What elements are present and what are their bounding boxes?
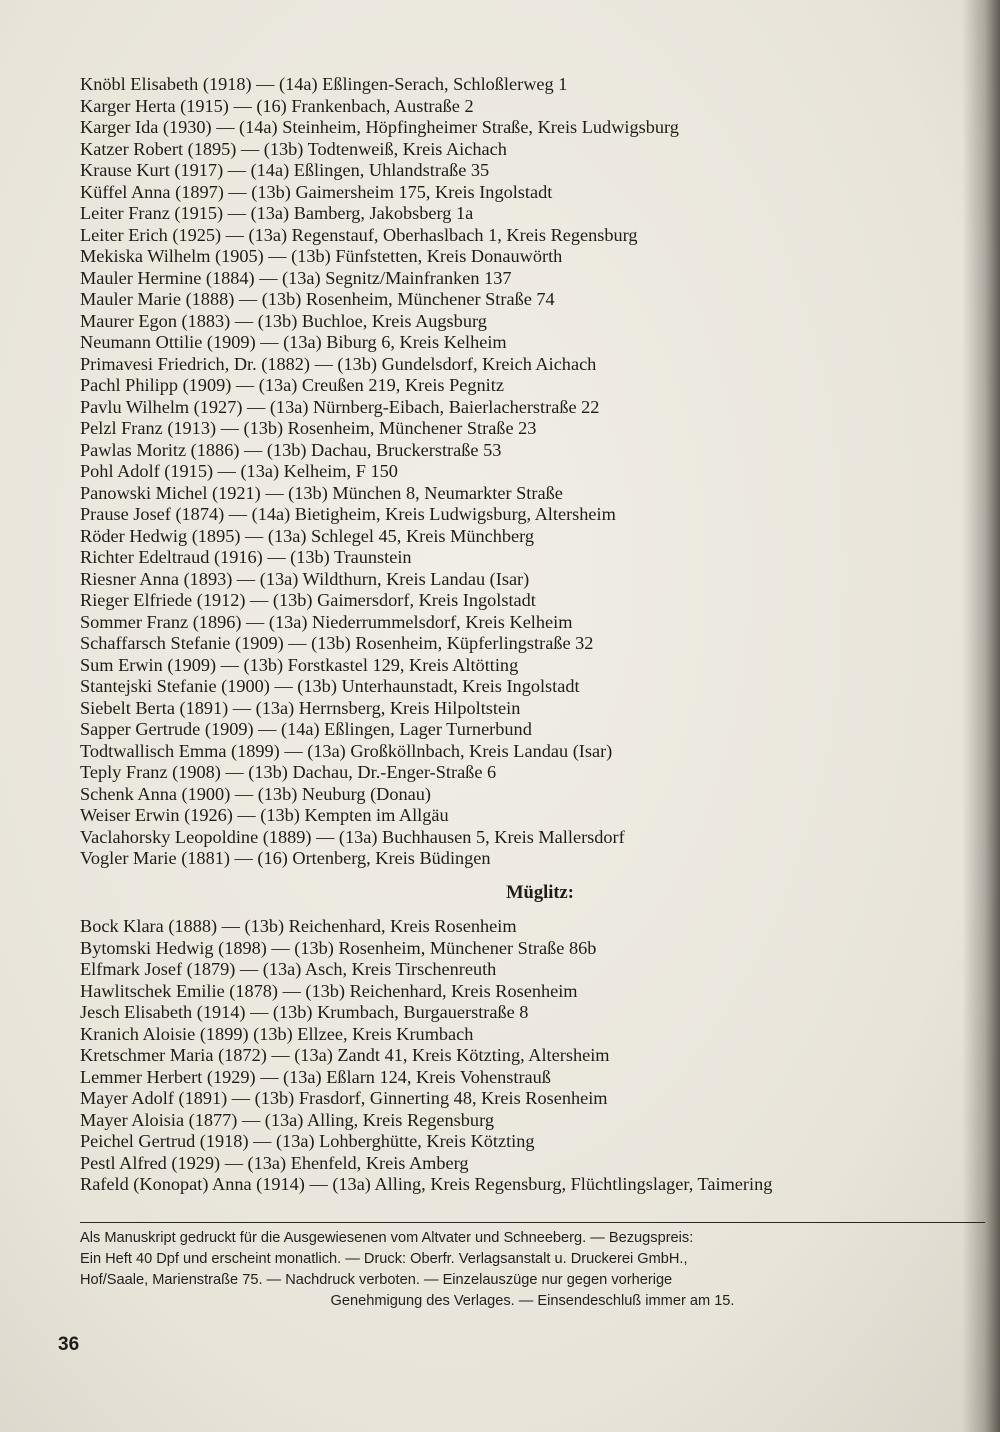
list-item: Pavlu Wilhelm (1927) — (13a) Nürnberg-Eibach, Baierlacherstraße 22 <box>80 396 600 417</box>
list-item: Katzer Robert (1895) — (13b) Todtenweiß, Kreis Aichach <box>80 138 507 159</box>
list-item: Schenk Anna (1900) — (13b) Neuburg (Donau) <box>80 783 431 804</box>
list-item: Knöbl Elisabeth (1918) — (14a) Eßlingen-Serach, Schloßlerweg 1 <box>80 74 568 94</box>
list-item: Pawlas Moritz (1886) — (13b) Dachau, Bruckerstraße 53 <box>80 439 502 460</box>
list-item: Mayer Aloisia (1877) — (13a) Alling, Kreis Regensburg <box>80 1109 494 1130</box>
list-item: Karger Herta (1915) — (16) Frankenbach, Austraße 2 <box>80 95 474 116</box>
list-item: Prause Josef (1874) — (14a) Bietigheim, Kreis Ludwigsburg, Altersheim <box>80 504 616 524</box>
list-item: Küffel Anna (1897) — (13b) Gaimersheim 175, Kreis Ingolstadt <box>80 181 553 202</box>
list-item: Sommer Franz (1896) — (13a) Niederrummelsdorf, Kreis Kelheim <box>80 611 573 632</box>
list-item: Panowski Michel (1921) — (13b) München 8, Neumarkter Straße <box>80 482 563 503</box>
list-item: Sapper Gertrude (1909) — (14a) Eßlingen, Lager Turnerbund <box>80 719 532 739</box>
list-item: Kretschmer Maria (1872) — (13a) Zandt 41, Kreis Kötzting, Altersheim <box>80 1045 610 1065</box>
list-item: Weiser Erwin (1926) — (13b) Kempten im Allgäu <box>80 805 449 825</box>
list-item: Pelzl Franz (1913) — (13b) Rosenheim, Münchener Straße 23 <box>80 418 537 438</box>
list-item: Bytomski Hedwig (1898) — (13b) Rosenheim, Münchener Straße 86b <box>80 937 597 958</box>
list-item: Primavesi Friedrich, Dr. (1882) — (13b) Gundelsdorf, Kreich Aichach <box>80 353 597 374</box>
footer-divider <box>80 1222 985 1223</box>
list-item: Bock Klara (1888) — (13b) Reichenhard, Kreis Rosenheim <box>80 916 517 936</box>
list-item: Mauler Marie (1888) — (13b) Rosenheim, Münchener Straße 74 <box>80 289 555 309</box>
list-item: Jesch Elisabeth (1914) — (13b) Krumbach, Burgauerstraße 8 <box>80 1002 529 1022</box>
list-item: Lemmer Herbert (1929) — (13a) Eßlarn 124, Kreis Vohenstrauß <box>80 1066 551 1087</box>
list-item: Stantejski Stefanie (1900) — (13b) Unterhaunstadt, Kreis Ingolstadt <box>80 676 580 696</box>
list-item: Elfmark Josef (1879) — (13a) Asch, Kreis Tirschenreuth <box>80 959 497 979</box>
list-item: Leiter Erich (1925) — (13a) Regenstauf, Oberhaslbach 1, Kreis Regensburg <box>80 224 638 245</box>
footer-line: Genehmigung des Verlages. — Einsendeschluß immer am 15. <box>330 1293 735 1309</box>
list-item: Schaffarsch Stefanie (1909) — (13b) Rosenheim, Küpferlingstraße 32 <box>80 633 594 653</box>
list-item: Mauler Hermine (1884) — (13a) Segnitz/Mainfranken 137 <box>80 267 512 288</box>
list-item: Todtwallisch Emma (1899) — (13a) Großköllnbach, Kreis Landau (Isar) <box>80 740 613 761</box>
list-item: Vaclahorsky Leopoldine (1889) — (13a) Buchhausen 5, Kreis Mallersdorf <box>80 826 625 847</box>
list-item: Krause Kurt (1917) — (14a) Eßlingen, Uhlandstraße 35 <box>80 160 490 180</box>
section-address-list <box>80 916 990 1196</box>
list-item: Rafeld (Konopat) Anna (1914) — (13a) Alling, Kreis Regensburg, Flüchtlingslager, Taimering <box>80 1174 773 1194</box>
list-item: Hawlitschek Emilie (1878) — (13b) Reichenhard, Kreis Rosenheim <box>80 980 578 1001</box>
footer-line: Als Manuskript gedruckt für die Ausgewiesenen vom Altvater und Schneeberg. — Bezugspreis: <box>80 1230 694 1246</box>
list-item: Mayer Adolf (1891) — (13b) Frasdorf, Ginnerting 48, Kreis Rosenheim <box>80 1088 608 1108</box>
list-item: Maurer Egon (1883) — (13b) Buchloe, Kreis Augsburg <box>80 310 487 331</box>
list-item: Riesner Anna (1893) — (13a) Wildthurn, Kreis Landau (Isar) <box>80 568 530 589</box>
list-item: Neumann Ottilie (1909) — (13a) Biburg 6, Kreis Kelheim <box>80 332 507 352</box>
list-item: Röder Hedwig (1895) — (13a) Schlegel 45, Kreis Münchberg <box>80 525 535 546</box>
section-heading: Müglitz: <box>506 883 574 903</box>
list-item: Siebelt Berta (1891) — (13a) Herrnsberg, Kreis Hilpoltstein <box>80 697 521 718</box>
publication-footer <box>80 1228 985 1312</box>
list-item: Rieger Elfriede (1912) — (13b) Gaimersdorf, Kreis Ingolstadt <box>80 590 536 610</box>
list-item: Leiter Franz (1915) — (13a) Bamberg, Jakobsberg 1a <box>80 203 474 223</box>
list-item: Pachl Philipp (1909) — (13a) Creußen 219, Kreis Pegnitz <box>80 375 504 395</box>
list-item: Sum Erwin (1909) — (13b) Forstkastel 129, Kreis Altötting <box>80 654 519 675</box>
list-item: Kranich Aloisie (1899) (13b) Ellzee, Kreis Krumbach <box>80 1023 474 1044</box>
list-item: Pohl Adolf (1915) — (13a) Kelheim, F 150 <box>80 461 398 481</box>
list-item: Mekiska Wilhelm (1905) — (13b) Fünfstetten, Kreis Donauwörth <box>80 246 563 266</box>
list-item: Peichel Gertrud (1918) — (13a) Lohberghütte, Kreis Kötzting <box>80 1131 535 1151</box>
list-item: Karger Ida (1930) — (14a) Steinheim, Höpfingheimer Straße, Kreis Ludwigsburg <box>80 117 679 137</box>
list-item: Vogler Marie (1881) — (16) Ortenberg, Kreis Büdingen <box>80 848 491 868</box>
list-item: Teply Franz (1908) — (13b) Dachau, Dr.-Enger-Straße 6 <box>80 762 497 782</box>
list-item: Pestl Alfred (1929) — (13a) Ehenfeld, Kreis Amberg <box>80 1152 469 1173</box>
footer-line: Ein Heft 40 Dpf und erscheint monatlich. — Druck: Oberfr. Verlagsanstalt u. Druckerei GmbH., <box>80 1251 688 1267</box>
footer-line: Hof/Saale, Marienstraße 75. — Nachdruck verboten. — Einzelauszüge nur gegen vorherige <box>80 1272 673 1288</box>
address-list <box>80 74 980 870</box>
list-item: Richter Edeltraud (1916) — (13b) Traunstein <box>80 547 412 567</box>
page-number: 36 <box>58 1334 80 1355</box>
